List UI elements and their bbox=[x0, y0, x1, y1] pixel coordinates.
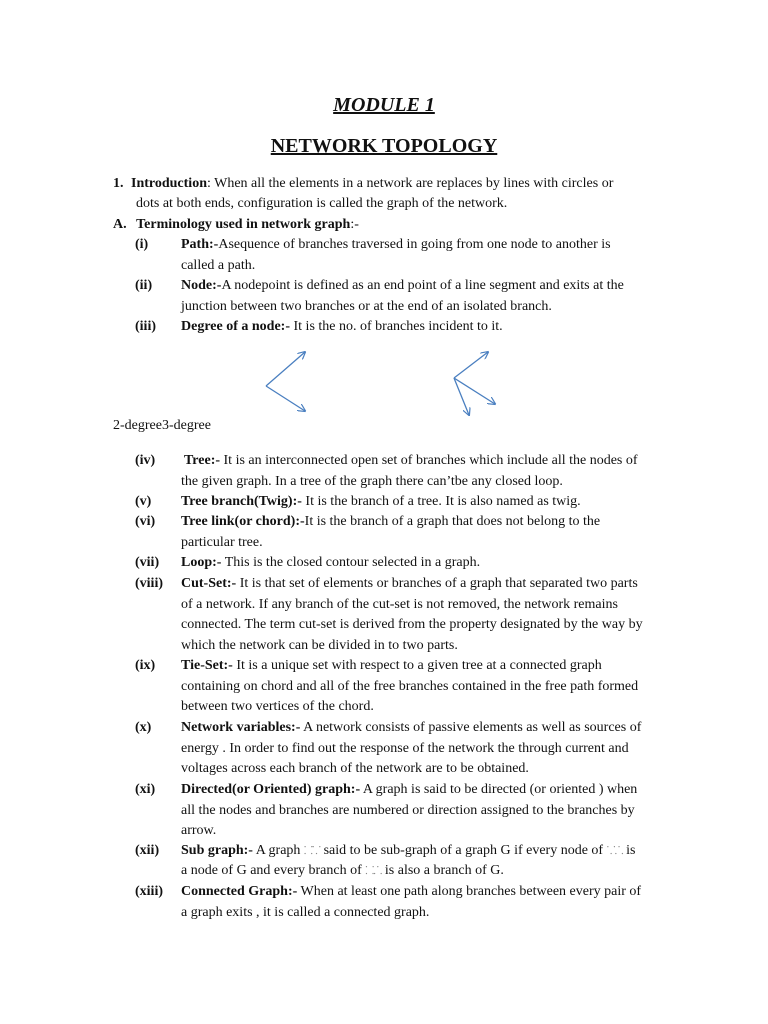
term-text-cont: arrow. bbox=[181, 823, 217, 839]
section-a-heading: Terminology used in network graph bbox=[136, 217, 351, 232]
section-a-heading-line bbox=[113, 215, 359, 235]
section-a-letter: A. bbox=[113, 217, 127, 232]
term-text-cont: between two vertices of the chord. bbox=[181, 699, 374, 715]
term-text-cont: a graph exits , it is called a connected graph. bbox=[181, 905, 430, 920]
term-text: It is a unique set with respect to a given tree at a connected graph bbox=[232, 658, 602, 673]
term-line bbox=[181, 780, 637, 800]
item-number: (ix) bbox=[135, 658, 156, 673]
term-text: A graph is said to be directed (or oriented ) when bbox=[360, 782, 638, 797]
item-number: (vi) bbox=[135, 514, 156, 529]
term-line bbox=[184, 451, 638, 471]
term-text: It is an interconnected open set of branches which include all the nodes of bbox=[220, 453, 638, 468]
branch-arrow bbox=[266, 386, 305, 411]
item-number: (vii) bbox=[135, 555, 160, 570]
two-degree-node-figure bbox=[266, 352, 305, 411]
term-text: It is the branch of a graph that does not belong to the bbox=[304, 514, 601, 529]
garbled-symbol-icon: ⸬⸫ bbox=[365, 865, 382, 877]
term-label: Tie-Set:- bbox=[181, 658, 233, 673]
item-number: (ii) bbox=[135, 278, 153, 293]
intro-line-2: dots at both ends, configuration is called the graph of the network. bbox=[136, 196, 508, 211]
term-text-cont: particular tree. bbox=[181, 534, 263, 550]
section-a-suffix: :- bbox=[350, 217, 359, 232]
garbled-symbol-icon: ⸪⸫ bbox=[606, 845, 623, 857]
term-node bbox=[181, 276, 624, 296]
term-text-cont: junction between two branches or at the end of an isolated branch. bbox=[181, 299, 552, 314]
intro-heading: Introduction bbox=[131, 176, 207, 191]
term-text: A network consists of passive elements as well as sources of bbox=[300, 720, 642, 735]
three-degree-node-figure bbox=[454, 352, 495, 415]
item-number: (xii) bbox=[135, 843, 160, 858]
term-label: Tree branch(Twig):- bbox=[181, 494, 302, 509]
branch-arrow bbox=[266, 352, 305, 386]
garbled-symbol-icon: ⸬⸪ bbox=[303, 845, 321, 857]
term-text-cont: energy . In order to find out the response of the network the through current and bbox=[181, 740, 629, 756]
term-text-cont: connected. The term cut-set is derived from the property designated by the way by bbox=[181, 617, 643, 633]
term-connected-graph bbox=[181, 882, 641, 902]
term-label: Cut-Set:- bbox=[181, 576, 237, 591]
item-number: (x) bbox=[135, 720, 152, 735]
term-line bbox=[181, 656, 602, 676]
term-line bbox=[181, 512, 600, 532]
term-text: Asequence of branches traversed in going from one node to another is bbox=[218, 237, 611, 252]
term-label: Path:- bbox=[181, 237, 219, 252]
term-label: Directed(or Oriented) graph:- bbox=[181, 782, 361, 797]
term-line bbox=[181, 492, 581, 512]
term-label: Tree link(or chord):- bbox=[181, 514, 305, 529]
term-text: A graph bbox=[252, 843, 304, 858]
term-text-cont: the given graph. In a tree of the graph there can’tbe any closed loop. bbox=[181, 473, 563, 489]
term-text: This is the closed contour selected in a graph. bbox=[221, 555, 481, 570]
term-text: a node of G and every branch of bbox=[181, 863, 366, 878]
term-text-cont: which the network can be divided in to two parts. bbox=[181, 637, 458, 653]
item-number: (v) bbox=[135, 494, 152, 509]
term-label: Loop:- bbox=[181, 555, 222, 570]
term-text-cont: containing on chord and all of the free branches contained in the free path formed bbox=[181, 678, 639, 694]
term-text-cont bbox=[181, 861, 504, 881]
term-text: It is that set of elements or branches of a graph that separated two parts bbox=[236, 576, 638, 591]
term-text-cont: called a path. bbox=[181, 258, 256, 273]
term-text: It is the no. of branches incident to it. bbox=[290, 319, 503, 334]
term-line bbox=[181, 553, 480, 573]
degree-figure bbox=[255, 345, 515, 425]
term-line bbox=[181, 574, 638, 594]
term-label: Node:- bbox=[181, 278, 222, 293]
term-text: When at least one path along branches between every pair of bbox=[297, 884, 642, 899]
term-label: Connected Graph:- bbox=[181, 884, 298, 899]
term-text: is bbox=[622, 843, 636, 858]
figure-caption: 2-degree3-degree bbox=[113, 418, 211, 433]
term-label: Degree of a node:- bbox=[181, 319, 290, 334]
item-number: (iv) bbox=[135, 453, 156, 468]
term-text: said to be sub-graph of a graph G if every node of bbox=[320, 843, 607, 858]
term-text-cont: of a network. If any branch of the cut-set is not removed, the network remains bbox=[181, 596, 618, 612]
item-number: (iii) bbox=[135, 319, 156, 334]
item-number: (xi) bbox=[135, 782, 156, 797]
branch-arrow bbox=[454, 378, 469, 415]
intro-text-1: : When all the elements in a network are replaces by lines with circles or bbox=[206, 176, 614, 191]
term-label: Network variables:- bbox=[181, 720, 301, 735]
branch-arrow bbox=[454, 378, 495, 404]
term-text-cont: voltages across each branch of the network are to be obtained. bbox=[181, 761, 529, 777]
term-text: A nodepoint is defined as an end point of a line segment and exits at the bbox=[221, 278, 624, 293]
item-number: (viii) bbox=[135, 576, 163, 591]
term-label: Tree:- bbox=[184, 453, 221, 468]
page-title: NETWORK TOPOLOGY bbox=[270, 135, 498, 157]
term-label: Sub graph:- bbox=[181, 843, 253, 858]
term-subgraph bbox=[181, 841, 635, 861]
term-text-cont: all the nodes and branches are numbered or direction assigned to the branches by bbox=[181, 802, 635, 818]
term-degree bbox=[181, 317, 503, 337]
module-title: MODULE 1 bbox=[333, 94, 435, 116]
branch-arrow bbox=[454, 352, 488, 378]
term-text: is also a branch of G. bbox=[381, 863, 504, 878]
item-number: (i) bbox=[135, 237, 149, 252]
intro-line-1 bbox=[113, 174, 613, 194]
term-text: It is the branch of a tree. It is also named as twig. bbox=[301, 494, 581, 509]
term-line bbox=[181, 718, 641, 738]
intro-number: 1. bbox=[113, 176, 124, 191]
item-number: (xiii) bbox=[135, 884, 163, 899]
term-path bbox=[181, 235, 611, 255]
